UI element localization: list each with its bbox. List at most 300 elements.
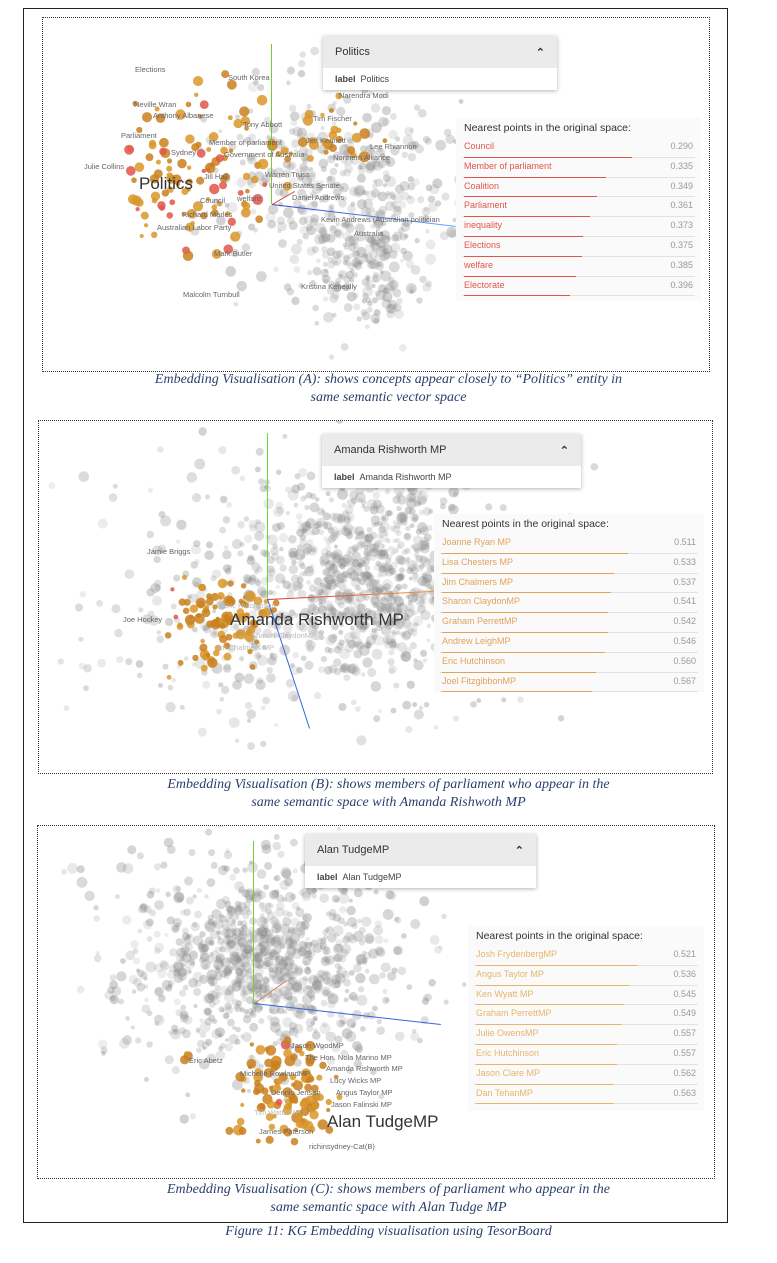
scatter-point[interactable] (234, 1004, 242, 1012)
scatter-point[interactable] (326, 911, 331, 916)
scatter-point[interactable] (412, 564, 417, 569)
point-label[interactable]: Australia (354, 229, 384, 238)
highlighted-point[interactable] (185, 615, 195, 625)
scatter-point[interactable] (223, 516, 230, 523)
scatter-point[interactable] (351, 700, 357, 706)
highlighted-point[interactable] (149, 142, 157, 150)
scatter-point[interactable] (239, 656, 244, 661)
scatter-point[interactable] (231, 466, 240, 475)
highlighted-point[interactable] (152, 198, 158, 204)
scatter-point[interactable] (370, 548, 379, 557)
scatter-point[interactable] (196, 1048, 201, 1053)
nearest-point-item[interactable] (462, 237, 695, 257)
scatter-point[interactable] (374, 635, 385, 646)
scatter-point[interactable] (289, 221, 298, 230)
scatter-point[interactable] (205, 494, 210, 499)
scatter-point[interactable] (256, 448, 264, 456)
scatter-point[interactable] (255, 580, 261, 586)
scatter-point[interactable] (342, 936, 350, 944)
scatter-point[interactable] (290, 839, 298, 847)
scatter-point[interactable] (289, 105, 296, 112)
scatter-point[interactable] (285, 486, 292, 493)
scatter-point[interactable] (382, 997, 389, 1004)
scatter-point[interactable] (278, 239, 287, 248)
scatter-point[interactable] (222, 1013, 229, 1020)
highlighted-point[interactable] (329, 144, 337, 152)
highlighted-point[interactable] (179, 598, 186, 605)
scatter-point[interactable] (376, 1019, 381, 1024)
scatter-point[interactable] (340, 663, 350, 673)
scatter-point[interactable] (293, 652, 299, 658)
highlighted-point[interactable] (230, 231, 240, 241)
scatter-point[interactable] (218, 129, 222, 133)
scatter-point[interactable] (501, 697, 506, 702)
scatter-point[interactable] (448, 487, 459, 498)
scatter-point[interactable] (387, 595, 397, 605)
scatter-point[interactable] (249, 1023, 258, 1032)
highlighted-point[interactable] (190, 605, 198, 613)
highlighted-point[interactable] (255, 215, 263, 223)
scatter-point[interactable] (179, 1114, 189, 1124)
highlighted-point[interactable] (135, 162, 145, 172)
highlighted-point[interactable] (225, 634, 232, 641)
scatter-point[interactable] (316, 258, 321, 263)
scatter-point[interactable] (257, 84, 264, 91)
scatter-point[interactable] (419, 706, 423, 710)
scatter-point[interactable] (407, 628, 414, 635)
highlighted-point[interactable] (207, 658, 217, 668)
scatter-point[interactable] (388, 649, 394, 655)
scatter-point[interactable] (394, 917, 399, 922)
scatter-point[interactable] (432, 178, 442, 188)
scatter-point[interactable] (218, 446, 226, 454)
scatter-point[interactable] (225, 1043, 233, 1051)
scatter-point[interactable] (391, 630, 396, 635)
scatter-point[interactable] (231, 979, 237, 985)
point-label[interactable]: Malcolm Turnbull (183, 290, 240, 299)
scatter-point[interactable] (130, 940, 138, 948)
scatter-point[interactable] (171, 1025, 178, 1032)
scatter-point[interactable] (132, 990, 136, 994)
scatter-point[interactable] (154, 556, 161, 563)
scatter-point[interactable] (309, 502, 319, 512)
scatter-point[interactable] (408, 153, 416, 161)
scatter-point[interactable] (323, 976, 332, 985)
scatter-point[interactable] (307, 545, 318, 556)
scatter-point[interactable] (362, 657, 372, 667)
scatter-point[interactable] (413, 660, 423, 670)
scatter-point[interactable] (374, 889, 379, 894)
scatter-point[interactable] (383, 170, 390, 177)
scatter-point[interactable] (304, 661, 313, 670)
scatter-point[interactable] (328, 634, 337, 643)
scatter-point[interactable] (339, 274, 343, 278)
scatter-point[interactable] (315, 223, 326, 234)
scatter-point[interactable] (244, 535, 252, 543)
nearest-point-item[interactable] (474, 1045, 698, 1065)
scatter-point[interactable] (247, 742, 255, 750)
highlighted-point[interactable] (239, 106, 249, 116)
scatter-point[interactable] (201, 962, 209, 970)
scatter-point[interactable] (199, 1018, 203, 1022)
highlighted-point[interactable] (159, 148, 167, 156)
scatter-point[interactable] (232, 680, 242, 690)
scatter-point[interactable] (385, 176, 396, 187)
scatter-point[interactable] (179, 990, 186, 997)
highlighted-point[interactable] (262, 182, 267, 187)
scatter-point[interactable] (213, 632, 217, 636)
scatter-point[interactable] (318, 666, 325, 673)
scatter-point[interactable] (237, 550, 243, 556)
scatter-point[interactable] (424, 702, 430, 708)
scatter-point[interactable] (111, 604, 120, 613)
scatter-point[interactable] (517, 696, 524, 703)
scatter-point[interactable] (324, 666, 333, 675)
scatter-point[interactable] (307, 472, 316, 481)
scatter-point[interactable] (323, 568, 331, 576)
point-label[interactable]: Kristina Keneally (301, 282, 357, 291)
highlighted-point[interactable] (239, 1127, 247, 1135)
scatter-point[interactable] (401, 933, 407, 939)
scatter-point[interactable] (267, 535, 278, 546)
scatter-point[interactable] (385, 201, 395, 211)
highlighted-point[interactable] (243, 173, 250, 180)
scatter-point[interactable] (149, 887, 156, 894)
scatter-point[interactable] (274, 996, 280, 1002)
scatter-point[interactable] (144, 998, 148, 1002)
scatter-point[interactable] (420, 547, 424, 551)
scatter-point[interactable] (416, 529, 422, 535)
scatter-point[interactable] (258, 1018, 264, 1024)
scatter-point[interactable] (435, 140, 446, 151)
highlighted-point[interactable] (216, 154, 224, 162)
scatter-point[interactable] (215, 985, 221, 991)
scatter-point[interactable] (293, 127, 303, 137)
point-label[interactable]: Jason WoodMP (291, 1041, 344, 1050)
scatter-point[interactable] (286, 511, 290, 515)
scatter-point[interactable] (328, 994, 339, 1005)
point-label[interactable]: Eric Hutchinson (223, 601, 276, 610)
scatter-point[interactable] (385, 191, 390, 196)
point-label[interactable]: Sharon ClaydonMP (251, 631, 317, 640)
scatter-point[interactable] (382, 299, 392, 309)
scatter-point[interactable] (343, 169, 351, 177)
scatter-point[interactable] (127, 845, 136, 854)
highlighted-point[interactable] (241, 583, 246, 588)
highlighted-point[interactable] (198, 584, 204, 590)
scatter-point[interactable] (256, 653, 261, 658)
scatter-point[interactable] (349, 899, 353, 903)
scatter-point[interactable] (326, 491, 331, 496)
highlighted-point[interactable] (258, 159, 269, 170)
scatter-point[interactable] (289, 565, 299, 575)
chevron-up-icon[interactable]: ⌃ (559, 444, 569, 457)
scatter-point[interactable] (500, 504, 507, 511)
scatter-point[interactable] (181, 945, 190, 954)
highlighted-point[interactable] (209, 184, 219, 194)
scatter-point[interactable] (353, 257, 358, 262)
point-label[interactable]: Australian Labor Party (157, 223, 232, 232)
scatter-point[interactable] (267, 1015, 272, 1020)
scatter-point[interactable] (289, 1022, 297, 1030)
highlighted-point[interactable] (205, 653, 210, 658)
scatter-point[interactable] (326, 540, 332, 546)
scatter-point[interactable] (277, 851, 284, 858)
point-label[interactable]: Mark Butler (214, 249, 253, 258)
scatter-point[interactable] (146, 1041, 152, 1047)
scatter-point[interactable] (269, 653, 273, 657)
scatter-point[interactable] (334, 229, 344, 239)
scatter-point[interactable] (344, 245, 349, 250)
scatter-point[interactable] (290, 894, 297, 901)
highlighted-point[interactable] (182, 575, 187, 580)
nearest-point-item[interactable] (462, 257, 695, 277)
scatter-point[interactable] (445, 135, 454, 144)
scatter-point[interactable] (434, 946, 442, 954)
scatter-point[interactable] (294, 266, 301, 273)
highlighted-point[interactable] (192, 655, 198, 661)
scatter-point[interactable] (423, 136, 430, 143)
point-label[interactable]: Joe Hockey (123, 615, 163, 624)
highlighted-point[interactable] (353, 121, 357, 125)
nearest-point-item[interactable] (462, 138, 695, 158)
scatter-point[interactable] (402, 701, 411, 710)
highlighted-point[interactable] (140, 234, 144, 238)
scatter-point[interactable] (395, 137, 400, 142)
point-label[interactable]: Tim Watts MP (254, 1108, 301, 1117)
scatter-point[interactable] (197, 943, 204, 950)
scatter-point[interactable] (391, 551, 395, 555)
scatter-point[interactable] (224, 851, 232, 859)
scatter-point[interactable] (97, 659, 106, 668)
scatter-point[interactable] (306, 492, 313, 499)
scatter-point[interactable] (371, 103, 380, 112)
scatter-point[interactable] (300, 226, 309, 235)
scatter-point[interactable] (157, 630, 161, 634)
scatter-point[interactable] (240, 159, 246, 165)
scatter-point[interactable] (339, 639, 345, 645)
scatter-point[interactable] (129, 975, 138, 984)
scatter-point[interactable] (314, 692, 321, 699)
scatter-point[interactable] (408, 176, 414, 182)
scatter-point[interactable] (408, 286, 414, 292)
scatter-point[interactable] (302, 571, 308, 577)
scatter-point[interactable] (164, 838, 174, 848)
scatter-point[interactable] (399, 344, 407, 352)
scatter-point[interactable] (419, 276, 426, 283)
scatter-point[interactable] (363, 952, 371, 960)
scatter-point[interactable] (399, 567, 405, 573)
scatter-point[interactable] (441, 914, 446, 919)
scatter-point[interactable] (240, 932, 245, 937)
scatter-point[interactable] (234, 914, 238, 918)
point-label[interactable]: Narendra Modi (339, 91, 389, 100)
scatter-point[interactable] (343, 232, 352, 241)
scatter-point[interactable] (207, 939, 212, 944)
scatter-point[interactable] (400, 258, 404, 262)
embedding-panel-b[interactable] (38, 420, 713, 774)
scatter-point[interactable] (137, 673, 142, 678)
scatter-point[interactable] (224, 1002, 232, 1010)
scatter-point[interactable] (347, 567, 355, 575)
highlighted-point[interactable] (183, 608, 190, 615)
highlighted-point[interactable] (294, 1080, 299, 1085)
scatter-point[interactable] (135, 1037, 142, 1044)
scatter-point[interactable] (120, 958, 126, 964)
scatter-point[interactable] (194, 911, 202, 919)
highlighted-point[interactable] (126, 166, 136, 176)
scatter-point[interactable] (411, 265, 421, 275)
scatter-point[interactable] (119, 1038, 130, 1049)
scatter-point[interactable] (255, 680, 265, 690)
highlighted-point[interactable] (233, 632, 239, 638)
scatter-point[interactable] (305, 521, 311, 527)
scatter-point[interactable] (591, 463, 598, 470)
point-label[interactable]: Warren Truss (265, 170, 310, 179)
scatter-point[interactable] (146, 531, 154, 539)
scatter-point[interactable] (169, 948, 177, 956)
scatter-point[interactable] (254, 1004, 263, 1013)
scatter-point[interactable] (235, 901, 242, 908)
scatter-point[interactable] (357, 578, 361, 582)
scatter-point[interactable] (412, 543, 420, 551)
highlighted-point[interactable] (157, 201, 165, 209)
scatter-point[interactable] (254, 531, 264, 541)
scatter-point[interactable] (341, 343, 349, 351)
scatter-point[interactable] (419, 896, 429, 906)
highlighted-point[interactable] (144, 223, 148, 227)
scatter-point[interactable] (154, 963, 163, 972)
scatter-point[interactable] (345, 260, 351, 266)
scatter-point[interactable] (208, 849, 215, 856)
highlighted-point[interactable] (276, 1099, 283, 1106)
scatter-point[interactable] (227, 906, 235, 914)
scatter-point[interactable] (287, 912, 293, 918)
scatter-point[interactable] (412, 610, 418, 616)
scatter-point[interactable] (58, 658, 64, 664)
highlighted-point[interactable] (173, 615, 178, 620)
scatter-point[interactable] (405, 507, 413, 515)
point-label[interactable]: Council (200, 196, 226, 205)
scatter-point[interactable] (212, 609, 216, 613)
highlighted-point[interactable] (180, 1055, 189, 1064)
scatter-point[interactable] (312, 305, 319, 312)
scatter-point[interactable] (325, 927, 330, 932)
highlighted-point[interactable] (151, 232, 157, 238)
point-label[interactable]: Amanda Rishworth MP (326, 1064, 403, 1073)
scatter-point[interactable] (426, 240, 436, 250)
scatter-point[interactable] (470, 701, 477, 708)
scatter-point[interactable] (263, 927, 269, 933)
scatter-point[interactable] (284, 982, 292, 990)
scatter-point[interactable] (273, 507, 283, 517)
scatter-point[interactable] (301, 527, 306, 532)
scatter-point[interactable] (337, 577, 344, 584)
scatter-point[interactable] (354, 888, 363, 897)
scatter-point[interactable] (382, 106, 391, 115)
scatter-point[interactable] (219, 527, 226, 534)
scatter-point[interactable] (412, 702, 417, 707)
point-label[interactable]: Government of Australia (224, 150, 305, 159)
scatter-point[interactable] (225, 203, 230, 208)
scatter-point[interactable] (246, 709, 256, 719)
scatter-point[interactable] (253, 966, 264, 977)
scatter-point[interactable] (558, 715, 564, 721)
scatter-point[interactable] (210, 930, 219, 939)
scatter-point[interactable] (291, 119, 298, 126)
scatter-point[interactable] (235, 738, 240, 743)
scatter-point[interactable] (194, 459, 205, 470)
scatter-point[interactable] (183, 909, 191, 917)
scatter-point[interactable] (244, 516, 249, 521)
scatter-point[interactable] (388, 658, 395, 665)
scatter-point[interactable] (361, 917, 371, 927)
scatter-point[interactable] (288, 535, 297, 544)
highlighted-point[interactable] (201, 665, 208, 672)
scatter-point[interactable] (83, 685, 89, 691)
scatter-point[interactable] (344, 997, 349, 1002)
scatter-point[interactable] (426, 184, 433, 191)
scatter-point[interactable] (378, 709, 382, 713)
scatter-point[interactable] (400, 631, 406, 637)
highlighted-point[interactable] (167, 675, 172, 680)
highlighted-point[interactable] (245, 189, 250, 194)
highlighted-point[interactable] (306, 1078, 311, 1083)
point-label[interactable]: Tony Abbott (243, 120, 283, 129)
scatter-point[interactable] (262, 697, 270, 705)
scatter-point[interactable] (395, 1031, 405, 1041)
scatter-point[interactable] (146, 918, 154, 926)
scatter-point[interactable] (269, 1009, 274, 1014)
scatter-point[interactable] (224, 865, 230, 871)
highlighted-point[interactable] (242, 202, 250, 210)
highlighted-point[interactable] (187, 166, 191, 170)
scatter-point[interactable] (171, 604, 177, 610)
highlighted-point[interactable] (241, 1088, 245, 1092)
scatter-point[interactable] (184, 656, 189, 661)
nearest-point-item[interactable] (462, 277, 695, 297)
highlighted-point[interactable] (217, 592, 225, 600)
scatter-point[interactable] (381, 962, 391, 972)
scatter-point[interactable] (291, 297, 299, 305)
scatter-point[interactable] (333, 932, 339, 938)
scatter-point[interactable] (390, 243, 400, 253)
scatter-point[interactable] (307, 247, 316, 256)
scatter-point[interactable] (240, 476, 246, 482)
scatter-point[interactable] (235, 114, 240, 119)
scatter-point[interactable] (297, 239, 303, 245)
scatter-point[interactable] (288, 548, 298, 558)
highlighted-point[interactable] (273, 1055, 278, 1060)
scatter-point[interactable] (373, 715, 380, 722)
highlighted-point[interactable] (256, 1045, 266, 1055)
scatter-point[interactable] (324, 576, 330, 582)
scatter-point[interactable] (215, 826, 226, 828)
scatter-point[interactable] (156, 888, 160, 892)
scatter-point[interactable] (75, 604, 83, 612)
scatter-point[interactable] (204, 550, 214, 560)
scatter-point[interactable] (283, 963, 287, 967)
scatter-point[interactable] (341, 888, 348, 895)
scatter-point[interactable] (274, 875, 280, 881)
scatter-point[interactable] (320, 560, 327, 567)
highlighted-point[interactable] (254, 1080, 261, 1087)
scatter-point[interactable] (357, 174, 366, 183)
scatter-point[interactable] (315, 497, 319, 501)
scatter-point[interactable] (366, 259, 370, 263)
scatter-point[interactable] (321, 937, 327, 943)
scatter-point[interactable] (427, 639, 431, 643)
